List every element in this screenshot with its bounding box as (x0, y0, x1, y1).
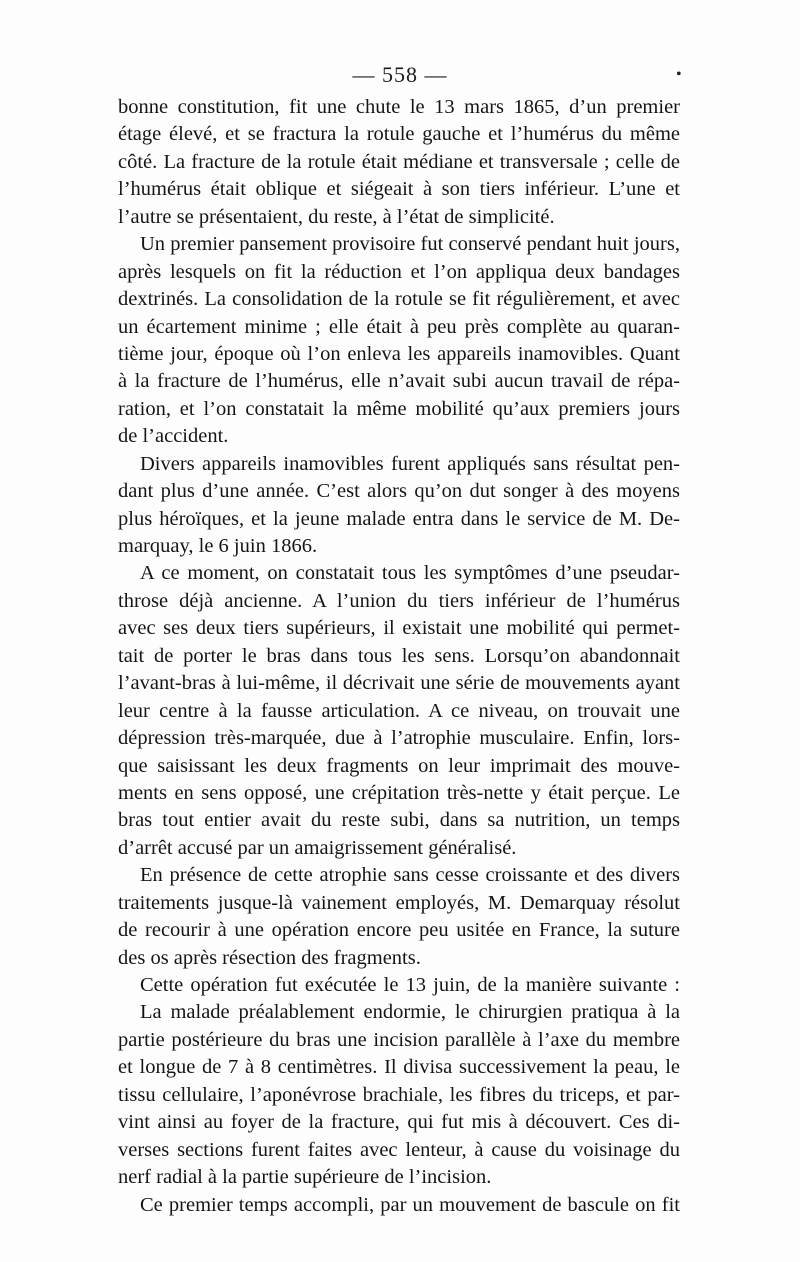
text-line: En présence de cette atrophie sans cesse croissante et des divers (140, 864, 680, 887)
text-line: ration, et l’on constatait la même mobilité qu’aux premiers jours (118, 397, 680, 420)
text-line: tait de porter le bras dans tous les sens. Lorsqu’on abandonnait (118, 644, 680, 667)
text-line: de l’accident. (118, 425, 229, 448)
text-line: l’avant-bras à lui-même, il décrivait une série de mouvements ayant (118, 672, 680, 695)
text-line: dépression très-marquée, due à l’atrophie musculaire. Enfin, lors- (118, 727, 680, 750)
text-line: tissu cellulaire, l’aponévrose brachiale, les fibres du triceps, et par- (118, 1083, 680, 1106)
text-line: que saisissant les deux fragments on leur imprimait des mouve- (118, 754, 680, 777)
text-line: un écartement minime ; elle était à peu près complète au quaran- (118, 315, 680, 338)
text-line: dextrinés. La consolidation de la rotule se fit régulièrement, et avec (118, 288, 680, 311)
text-line: vint ainsi au foyer de la fracture, qui fut mis à découvert. Ces di- (118, 1111, 680, 1134)
text-line: des os après résection des fragments. (118, 946, 421, 969)
page-number: — 558 — (352, 62, 448, 87)
text-line: l’autre se présentaient, du reste, à l’état de simplicité. (118, 205, 555, 228)
text-line: plus héroïques, et la jeune malade entra dans le service de M. De- (118, 507, 680, 530)
corner-mark: • (676, 66, 682, 83)
text-line: nerf radial à la partie supérieure de l’incision. (118, 1166, 492, 1189)
text-line: l’humérus était oblique et siégeait à son tiers inférieur. L’une et (118, 178, 680, 201)
text-line: marquay, le 6 juin 1866. (118, 535, 318, 557)
text-line: avec ses deux tiers supérieurs, il existait une mobilité qui permet- (118, 617, 680, 640)
text-line: ments en sens opposé, une crépitation très-nette y était perçue. Le (118, 781, 680, 804)
text-line: après lesquels on fit la réduction et l’on appliqua deux bandages (118, 260, 680, 283)
text-line: Ce premier temps accompli, par un mouvement de bascule on fit (140, 1193, 680, 1216)
text-line: à la fracture de l’humérus, elle n’avait subi aucun travail de répa- (118, 370, 680, 393)
text-line: Divers appareils inamovibles furent appliqués sans résultat pen- (140, 452, 680, 475)
text-line: La malade préalablement endormie, le chirurgien pratiqua à la (140, 1001, 680, 1024)
text-line: d’arrêt accusé par un amaigrissement généralisé. (118, 836, 517, 859)
text-line: bras tout entier avait du reste subi, dans sa nutrition, un temps (118, 809, 680, 832)
body-text (118, 94, 680, 1219)
text-line: Un premier pansement provisoire fut conservé pendant huit jours, (140, 233, 680, 256)
text-line: A ce moment, on constatait tous les symptômes d’une pseudar- (140, 562, 680, 585)
text-line: bonne constitution, fit une chute le 13 mars 1865, d’un premier (118, 96, 680, 118)
text-line: verses sections furent faites avec lenteur, à cause du voisinage du (118, 1138, 680, 1161)
text-line: et longue de 7 à 8 centimètres. Il divisa successivement la peau, le (118, 1056, 680, 1079)
text-line: étage élevé, et se fractura la rotule gauche et l’humérus du même (118, 123, 680, 146)
text-line: de recourir à une opération encore peu usitée en France, la suture (118, 919, 680, 942)
text-line: traitements jusque-là vainement employés, M. Demarquay résolut (118, 891, 680, 914)
text-line: throse déjà ancienne. A l’union du tiers inférieur de l’humérus (118, 589, 680, 612)
text-line: côté. La fracture de la rotule était médiane et transversale ; celle de (118, 150, 680, 173)
text-line: partie postérieure du bras une incision parallèle à l’axe du membre (118, 1028, 680, 1051)
text-line: dant plus d’une année. C’est alors qu’on dut songer à des moyens (118, 480, 680, 503)
text-line: tième jour, époque où l’on enleva les appareils inamovibles. Quant (118, 342, 680, 365)
text-line: Cette opération fut exécutée le 13 juin, de la manière suivante : (140, 974, 680, 996)
text-line: leur centre à la fausse articulation. A ce niveau, on trouvait une (118, 699, 680, 722)
